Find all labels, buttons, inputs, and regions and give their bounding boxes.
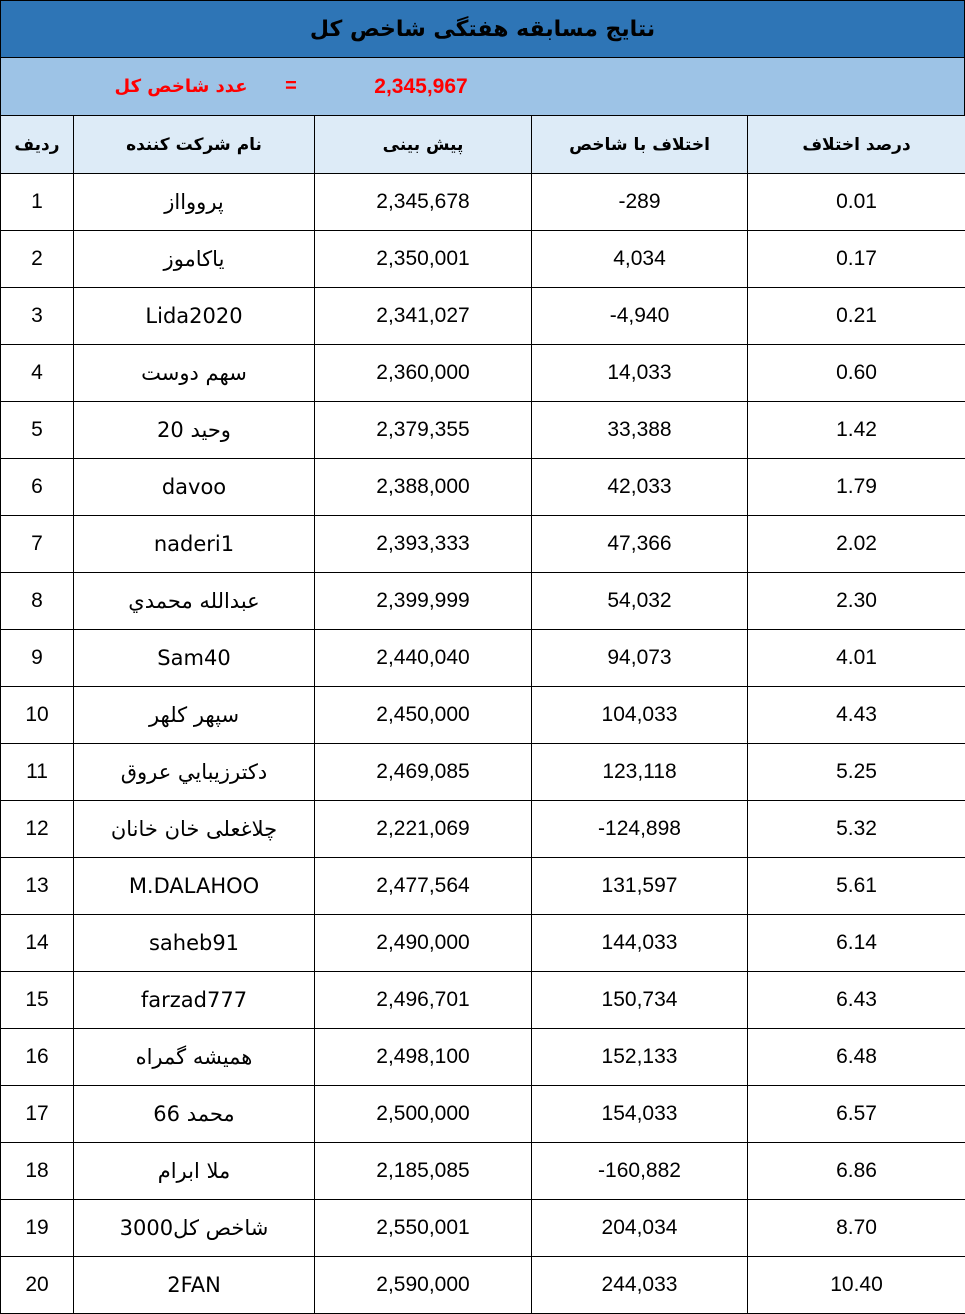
- cell-name: شاخص کل3000: [74, 1200, 315, 1257]
- cell-rank: 12: [1, 801, 74, 858]
- cell-rank: 7: [1, 516, 74, 573]
- cell-rank: 15: [1, 972, 74, 1029]
- cell-percent: 2.02: [748, 516, 965, 573]
- cell-diff: 150,734: [532, 972, 748, 1029]
- cell-rank: 10: [1, 687, 74, 744]
- cell-prediction: 2,490,000: [315, 915, 532, 972]
- cell-prediction: 2,550,001: [315, 1200, 532, 1257]
- cell-prediction: 2,345,678: [315, 174, 532, 231]
- cell-diff: 154,033: [532, 1086, 748, 1143]
- cell-prediction: 2,440,040: [315, 630, 532, 687]
- cell-rank: 3: [1, 288, 74, 345]
- cell-rank: 8: [1, 573, 74, 630]
- cell-rank: 13: [1, 858, 74, 915]
- cell-percent: 5.61: [748, 858, 965, 915]
- cell-prediction: 2,590,000: [315, 1257, 532, 1314]
- table-row: [1, 630, 965, 687]
- cell-diff: 14,033: [532, 345, 748, 402]
- cell-diff: 4,034: [532, 231, 748, 288]
- cell-prediction: 2,350,001: [315, 231, 532, 288]
- table-row: [1, 972, 965, 1029]
- cell-rank: 16: [1, 1029, 74, 1086]
- cell-diff: 152,133: [532, 1029, 748, 1086]
- cell-prediction: 2,379,355: [315, 402, 532, 459]
- cell-diff: 47,366: [532, 516, 748, 573]
- cell-percent: 6.14: [748, 915, 965, 972]
- cell-name: farzad777: [74, 972, 315, 1029]
- cell-diff: 54,032: [532, 573, 748, 630]
- table-row: [1, 1257, 965, 1314]
- cell-percent: 6.48: [748, 1029, 965, 1086]
- table-row: [1, 687, 965, 744]
- index-bar: [0, 58, 965, 115]
- table-row: [1, 402, 965, 459]
- cell-name: وحید 20: [74, 402, 315, 459]
- table-row: [1, 858, 965, 915]
- table-row: [1, 573, 965, 630]
- table-row: [1, 915, 965, 972]
- index-label: عدد شاخص کل: [101, 58, 261, 115]
- cell-name: ملا ابرام: [74, 1143, 315, 1200]
- cell-name: Lida2020: [74, 288, 315, 345]
- cell-name: Sam40: [74, 630, 315, 687]
- cell-name: یاکاموز: [74, 231, 315, 288]
- table-row: [1, 459, 965, 516]
- cell-percent: 4.01: [748, 630, 965, 687]
- table-row: [1, 1086, 965, 1143]
- cell-prediction: 2,388,000: [315, 459, 532, 516]
- cell-diff: 104,033: [532, 687, 748, 744]
- cell-prediction: 2,498,100: [315, 1029, 532, 1086]
- cell-rank: 19: [1, 1200, 74, 1257]
- header-diff: اختلاف با شاخص: [532, 116, 748, 174]
- cell-prediction: 2,477,564: [315, 858, 532, 915]
- table-row: [1, 288, 965, 345]
- cell-rank: 18: [1, 1143, 74, 1200]
- cell-diff: -124,898: [532, 801, 748, 858]
- cell-rank: 2: [1, 231, 74, 288]
- equals-sign: =: [271, 58, 311, 115]
- cell-prediction: 2,221,069: [315, 801, 532, 858]
- cell-percent: 1.79: [748, 459, 965, 516]
- cell-name: دکترزيبايي عروق: [74, 744, 315, 801]
- cell-rank: 1: [1, 174, 74, 231]
- cell-name: davoo: [74, 459, 315, 516]
- cell-rank: 6: [1, 459, 74, 516]
- cell-rank: 5: [1, 402, 74, 459]
- table-row: [1, 231, 965, 288]
- cell-diff: 131,597: [532, 858, 748, 915]
- cell-diff: -160,882: [532, 1143, 748, 1200]
- cell-prediction: 2,496,701: [315, 972, 532, 1029]
- cell-diff: -4,940: [532, 288, 748, 345]
- cell-percent: 0.17: [748, 231, 965, 288]
- table-row: [1, 516, 965, 573]
- index-value: 2,345,967: [331, 58, 511, 115]
- table-row: [1, 801, 965, 858]
- results-table: [0, 115, 965, 1314]
- cell-name: naderi1: [74, 516, 315, 573]
- table-row: [1, 744, 965, 801]
- cell-name: پرووااز: [74, 174, 315, 231]
- cell-diff: -289: [532, 174, 748, 231]
- cell-diff: 42,033: [532, 459, 748, 516]
- cell-percent: 6.43: [748, 972, 965, 1029]
- cell-percent: 0.01: [748, 174, 965, 231]
- cell-name: محمد 66: [74, 1086, 315, 1143]
- table-row: [1, 345, 965, 402]
- cell-name: عبدالله محمدي: [74, 573, 315, 630]
- cell-diff: 144,033: [532, 915, 748, 972]
- table-row: [1, 1029, 965, 1086]
- cell-prediction: 2,399,999: [315, 573, 532, 630]
- cell-percent: 0.60: [748, 345, 965, 402]
- table-row: [1, 174, 965, 231]
- cell-percent: 8.70: [748, 1200, 965, 1257]
- header-prediction: پیش بینی: [315, 116, 532, 174]
- cell-diff: 244,033: [532, 1257, 748, 1314]
- cell-diff: 123,118: [532, 744, 748, 801]
- cell-diff: 204,034: [532, 1200, 748, 1257]
- cell-prediction: 2,185,085: [315, 1143, 532, 1200]
- cell-percent: 10.40: [748, 1257, 965, 1314]
- cell-rank: 9: [1, 630, 74, 687]
- cell-percent: 0.21: [748, 288, 965, 345]
- cell-prediction: 2,360,000: [315, 345, 532, 402]
- cell-rank: 4: [1, 345, 74, 402]
- title-bar: [0, 0, 965, 58]
- cell-name: سهم دوست: [74, 345, 315, 402]
- header-rank: ردیف: [1, 116, 74, 174]
- header-percent: درصد اختلاف: [748, 116, 965, 174]
- cell-percent: 5.25: [748, 744, 965, 801]
- cell-prediction: 2,500,000: [315, 1086, 532, 1143]
- cell-name: 2FAN: [74, 1257, 315, 1314]
- cell-percent: 6.57: [748, 1086, 965, 1143]
- cell-percent: 6.86: [748, 1143, 965, 1200]
- cell-prediction: 2,393,333: [315, 516, 532, 573]
- cell-percent: 4.43: [748, 687, 965, 744]
- cell-name: سپهر کلهر: [74, 687, 315, 744]
- table-body: [1, 174, 965, 1314]
- page-title: نتایج مسابقه هفتگی شاخص کل: [310, 17, 655, 42]
- table-row: [1, 1200, 965, 1257]
- header-name: نام شرکت کننده: [74, 116, 315, 174]
- cell-percent: 1.42: [748, 402, 965, 459]
- cell-percent: 2.30: [748, 573, 965, 630]
- cell-rank: 17: [1, 1086, 74, 1143]
- cell-prediction: 2,469,085: [315, 744, 532, 801]
- cell-name: چلاغعلی خان خانان: [74, 801, 315, 858]
- cell-name: M.DALAHOO: [74, 858, 315, 915]
- cell-diff: 94,073: [532, 630, 748, 687]
- cell-rank: 11: [1, 744, 74, 801]
- cell-rank: 14: [1, 915, 74, 972]
- cell-prediction: 2,341,027: [315, 288, 532, 345]
- cell-name: saheb91: [74, 915, 315, 972]
- cell-name: همیشه گمراه: [74, 1029, 315, 1086]
- cell-diff: 33,388: [532, 402, 748, 459]
- cell-rank: 20: [1, 1257, 74, 1314]
- cell-prediction: 2,450,000: [315, 687, 532, 744]
- table-row: [1, 1143, 965, 1200]
- header-row: [1, 116, 965, 174]
- cell-percent: 5.32: [748, 801, 965, 858]
